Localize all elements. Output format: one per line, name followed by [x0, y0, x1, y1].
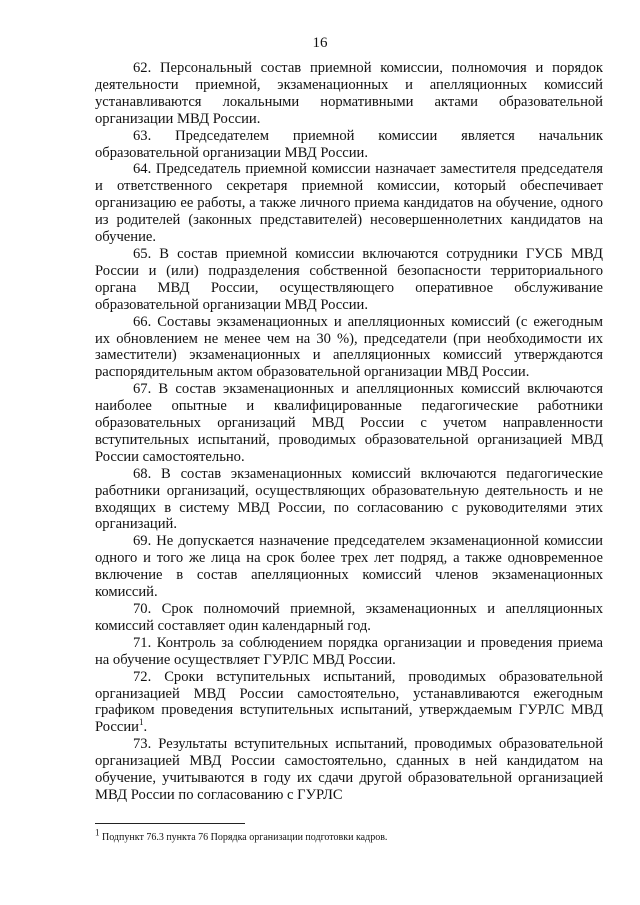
footnote: [95, 827, 603, 844]
paragraph-73: 73. Результаты вступительных испытаний, проводимых образовательной организацией МВД России самостоятельно, сданных в ней кандидатом на обучение, учитываются в году их сдачи другой образовательной организацией МВД России по согласованию с ГУРЛС: [95, 736, 603, 803]
paragraph-66: 66. Составы экзаменационных и апелляционных комиссий (с ежегодным их обновлением не менее чем на 30 %), председатели (при необходимости их заместители) экзаменационных и апелляционных комиссий утверждаются распорядительным актом образовательной организации МВД России.: [95, 313, 603, 381]
footnote-marker: 1: [95, 827, 100, 838]
paragraph-71: 71. Контроль за соблюдением порядка организации и проведения приема на обучение осуществляет ГУРЛС МВД России.: [95, 634, 603, 668]
paragraph-65: 65. В состав приемной комиссии включаются сотрудники ГУСБ МВД России и (или) подразделения собственной безопасности территориального органа МВД России, осуществляющего оперативное обслуживание образовательной организации МВД России.: [95, 245, 603, 313]
paragraph-72-end: .: [143, 719, 148, 736]
paragraph-62: 62. Персональный состав приемной комиссии, полномочия и порядок деятельности приемной, экзаменационных и апелляционных комиссий устанавливаются локальными нормативными актами образовательной организации МВД России.: [95, 60, 603, 127]
page-number: 16: [312, 35, 328, 51]
footnote-text: Подпункт 76.3 пункта 76 Порядка организации подготовки кадров.: [102, 832, 388, 843]
document-body: [95, 60, 603, 804]
paragraph-67: 67. В состав экзаменационных и апелляционных комиссий включаются наиболее опытные и квалифицированные педагогические работники образовательных организаций МВД России с учетом направленности вступительных испытаний, проводимых образовательной организацией МВД России самостоятельно.: [95, 381, 603, 465]
paragraph-63: 63. Председателем приемной комиссии является начальник образовательной организации МВД России.: [95, 127, 603, 161]
footnote-reference: 1: [139, 717, 144, 728]
paragraph-72-text: 72. Сроки вступительных испытаний, проводимых образовательной организацией МВД России самостоятельно, устанавливаются ежегодным графиком проведения вступительных испытаний, утверждаемым ГУРЛС МВД России: [95, 668, 603, 736]
paragraph-64: 64. Председатель приемной комиссии назначает заместителя председателя и ответственного секретаря приемной комиссии, который обеспечивает организацию ее работы, а также личного приема кандидатов на обучение, одного из родителей (законных представителей) несовершеннолетних кандидатов на обучение.: [95, 161, 603, 246]
paragraph-70: 70. Срок полномочий приемной, экзаменационных и апелляционных комиссий составляет один календарный год.: [95, 601, 603, 634]
paragraph-68: 68. В состав экзаменационных комиссий включаются педагогические работники организаций, осуществляющих образовательную деятельность и не входящих в систему МВД России, по согласованию с руководителями этих организаций.: [95, 465, 603, 533]
paragraph-69: 69. Не допускается назначение председателем экзаменационной комиссии одного и того же лица на срок более трех лет подряд, а также одновременное включение в состав апелляционных комиссий членов экзаменационных комиссий.: [95, 533, 603, 601]
footnote-divider: [95, 823, 245, 824]
paragraph-72: [95, 669, 603, 737]
